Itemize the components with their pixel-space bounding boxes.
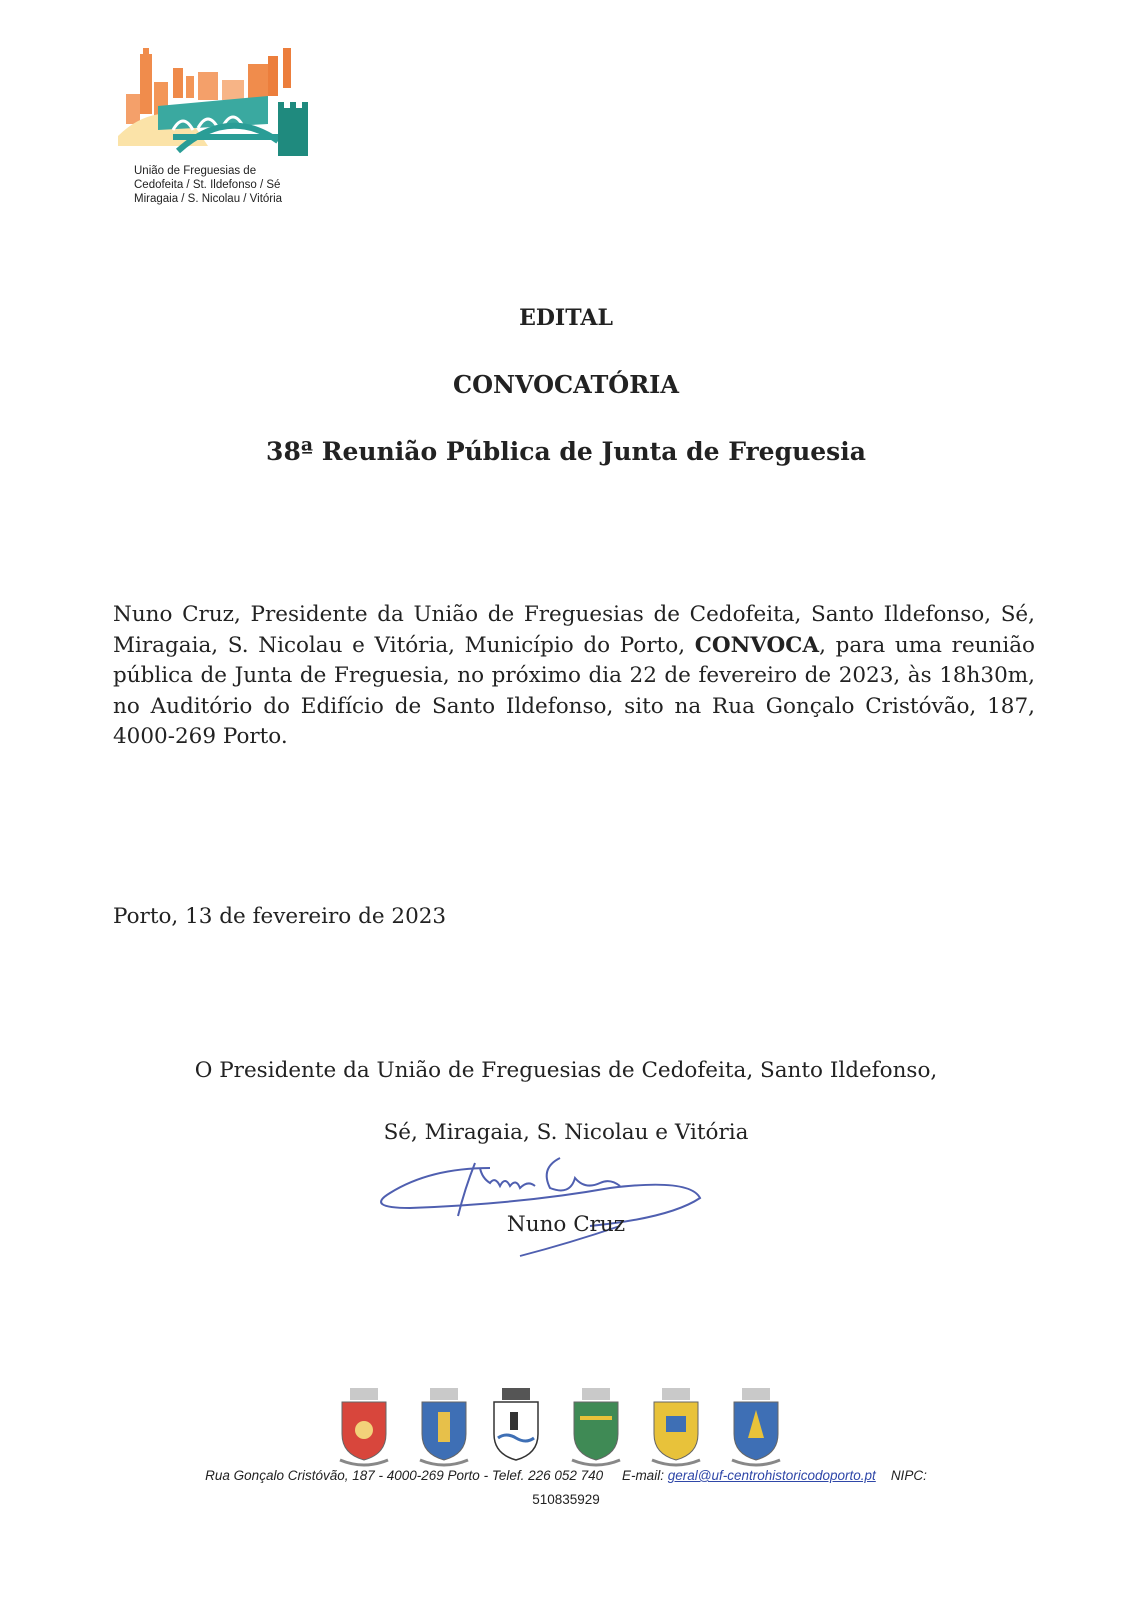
miragaia-crest-icon [568,1388,624,1468]
org-line: União de Freguesias de [134,165,257,177]
footer-email-link[interactable]: geral@uf-centrohistoricodoporto.pt [667,1468,876,1483]
signatory-name: Nuno Cruz [506,1212,626,1237]
s-nicolau-crest-icon [648,1388,704,1468]
vitoria-crest-icon [728,1388,784,1468]
signatory-title-line1: O Presidente da União de Freguesias de Cedofeita, Santo Ildefonso, [194,1058,938,1083]
parish-crests [336,1388,796,1468]
handwritten-signature-icon [370,1138,720,1268]
org-line: Miragaia / S. Nicolau / Vitória [134,193,283,205]
footer-email-label: E-mail: [621,1468,664,1483]
footer-nipc-label: NIPC: [890,1468,927,1483]
org-name [134,164,282,206]
santo-ildefonso-crest-icon [416,1388,472,1468]
footer-contact [0,1468,1132,1483]
document-subtitle: CONVOCATÓRIA [452,370,680,399]
body-text-part2: , para uma reunião pública de Junta de Freguesia, no próximo dia 22 de fevereiro de 2023, às 18h30m, no Auditório do Edifício de Santo Ildefonso, sito na Rua Gonçalo Cristóvão, 187, 4000-269 Porto. [113,632,1036,749]
org-line: Cedofeita / St. Ildefonso / Sé [134,179,281,191]
union-logo [118,46,318,206]
meeting-title: 38ª Reunião Pública de Junta de Freguesia [266,437,866,466]
footer-address: Rua Gonçalo Cristóvão, 187 - 4000-269 Porto - Telef. 226 052 740 [205,1468,604,1483]
date-line: Porto, 13 de fevereiro de 2023 [113,904,447,929]
body-text-part1: Nuno Cruz, Presidente da União de Freguesias de Cedofeita, Santo Ildefonso, Sé, Miragaia, S. Nicolau e Vitória, Município do Porto, [113,602,1035,658]
signatory-title-line2: Sé, Miragaia, S. Nicolau e Vitória [383,1120,749,1145]
body-text-bold: CONVOCA [694,632,820,658]
se-crest-icon [488,1388,544,1468]
body-paragraph [113,600,1035,753]
cedofeita-crest-icon [336,1388,392,1468]
footer-nipc-value: 510835929 [532,1492,600,1507]
document-title: EDITAL [519,305,613,331]
porto-skyline-logo-icon [118,46,318,161]
